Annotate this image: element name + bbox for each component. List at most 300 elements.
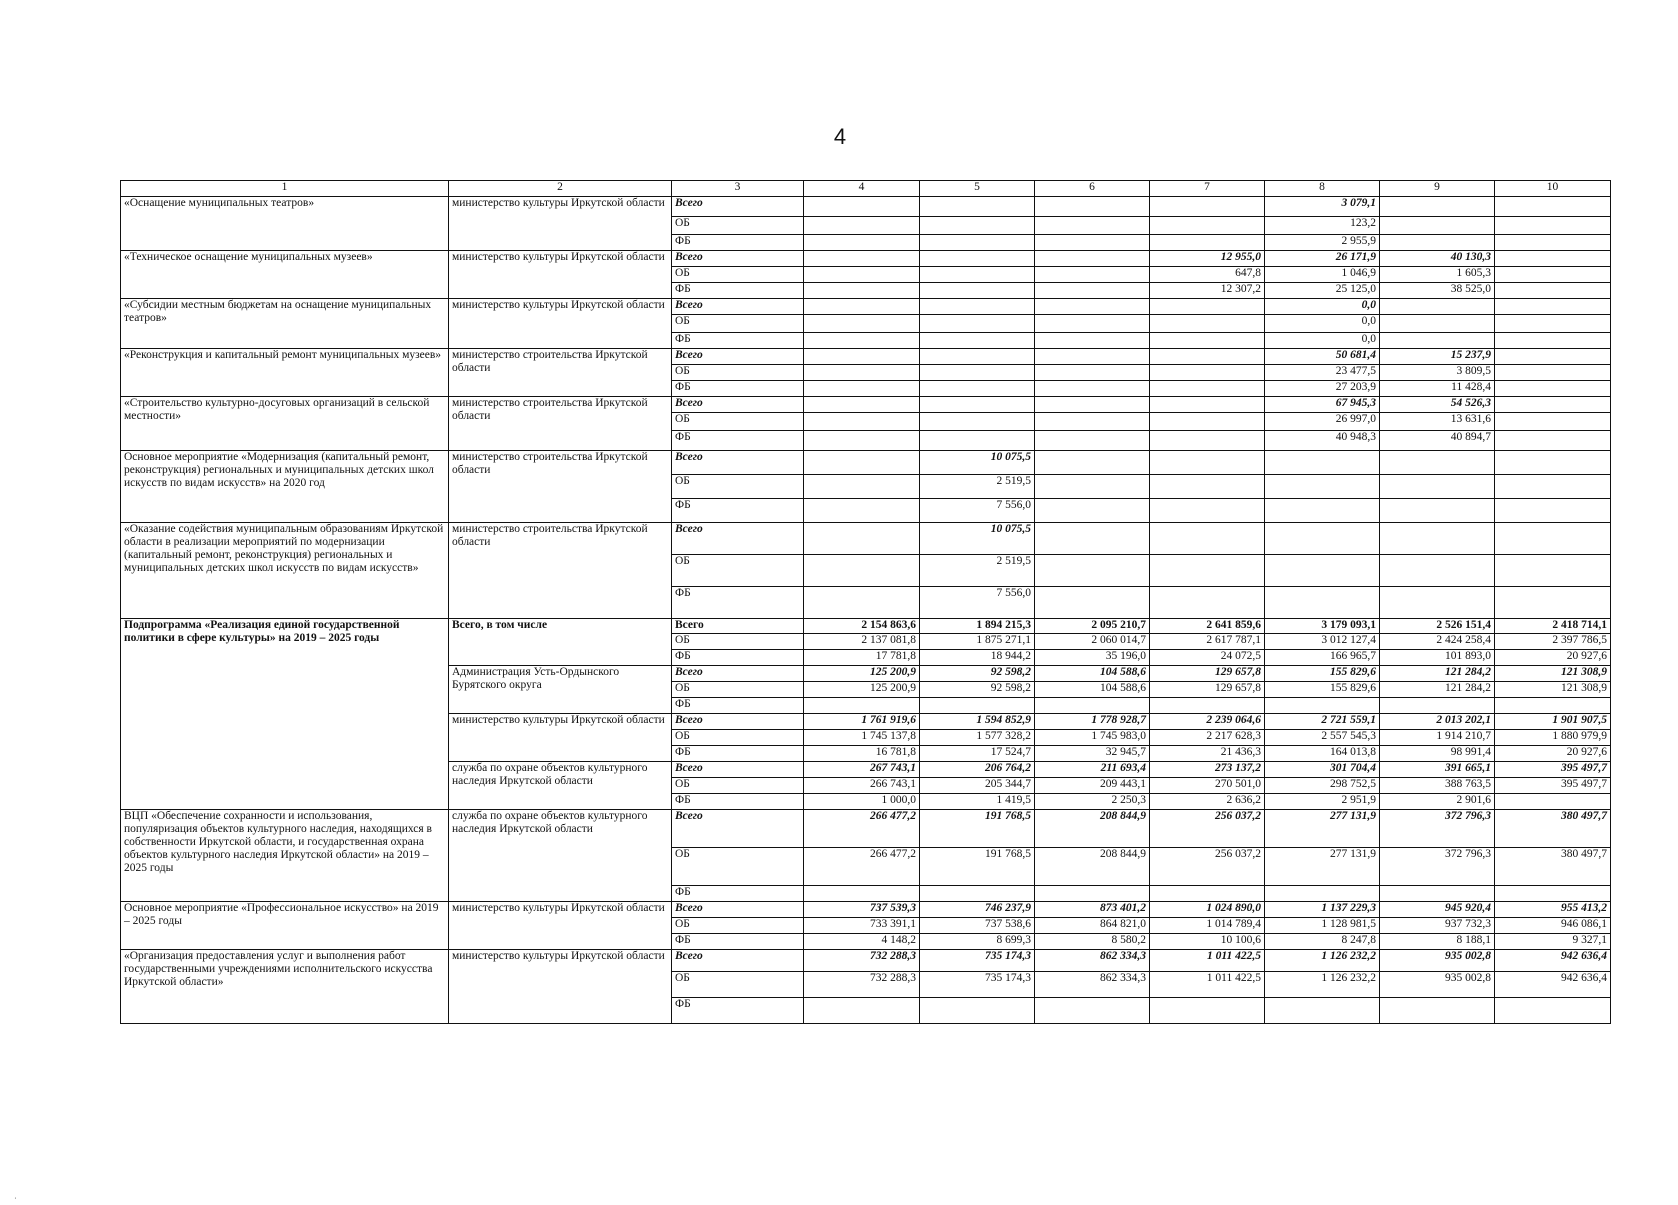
amount-cell: 12 307,2 xyxy=(1150,283,1265,299)
amount-cell: 2 519,5 xyxy=(920,475,1035,499)
amount-cell: 92 598,2 xyxy=(920,666,1035,682)
amount-cell xyxy=(920,381,1035,397)
amount-cell xyxy=(1495,197,1611,217)
table-row xyxy=(121,451,1611,475)
amount-cell xyxy=(804,251,920,267)
amount-cell xyxy=(1495,794,1611,810)
amount-cell: 380 497,7 xyxy=(1495,848,1611,886)
measure-name: «Субсидии местным бюджетам на оснащение муниципальных театров» xyxy=(121,299,449,349)
amount-cell xyxy=(804,299,920,315)
amount-cell xyxy=(1265,499,1380,523)
amount-cell xyxy=(1150,886,1265,902)
amount-cell xyxy=(1265,451,1380,475)
amount-cell xyxy=(804,197,920,217)
amount-cell: 2 013 202,1 xyxy=(1380,714,1495,730)
amount-cell xyxy=(1150,381,1265,397)
amount-cell xyxy=(804,587,920,619)
amount-cell: 1 128 981,5 xyxy=(1265,918,1380,934)
amount-cell: 32 945,7 xyxy=(1035,746,1150,762)
amount-cell xyxy=(1035,998,1150,1024)
amount-cell: 1 000,0 xyxy=(804,794,920,810)
funding-source-label: Всего xyxy=(672,251,804,267)
table-row xyxy=(121,349,1611,365)
measure-name: «Организация предоставления услуг и выполнения работ государственными учреждениями исполнительского искусства Иркутской области» xyxy=(121,950,449,1024)
amount-cell xyxy=(1035,886,1150,902)
funding-source-label: ОБ xyxy=(672,475,804,499)
amount-cell xyxy=(1035,499,1150,523)
amount-cell xyxy=(1035,413,1150,431)
amount-cell xyxy=(1035,197,1150,217)
table-row xyxy=(121,251,1611,267)
amount-cell xyxy=(1035,283,1150,299)
amount-cell: 395 497,7 xyxy=(1495,762,1611,778)
amount-cell xyxy=(804,413,920,431)
amount-cell xyxy=(804,555,920,587)
amount-cell: 266 743,1 xyxy=(804,778,920,794)
amount-cell xyxy=(804,381,920,397)
responsible-executor: министерство культуры Иркутской области xyxy=(449,950,672,1024)
measure-name: «Строительство культурно-досуговых организаций в сельской местности» xyxy=(121,397,449,451)
amount-cell: 937 732,3 xyxy=(1380,918,1495,934)
amount-cell xyxy=(1265,523,1380,555)
amount-cell xyxy=(804,523,920,555)
funding-source-label: ОБ xyxy=(672,918,804,934)
responsible-executor: служба по охране объектов культурного наследия Иркутской области xyxy=(449,762,672,810)
amount-cell: 3 179 093,1 xyxy=(1265,619,1380,634)
amount-cell xyxy=(920,235,1035,251)
amount-cell: 862 334,3 xyxy=(1035,950,1150,972)
amount-cell: 942 636,4 xyxy=(1495,950,1611,972)
amount-cell xyxy=(1495,217,1611,235)
amount-cell: 164 013,8 xyxy=(1265,746,1380,762)
amount-cell: 191 768,5 xyxy=(920,810,1035,848)
amount-cell: 942 636,4 xyxy=(1495,972,1611,998)
amount-cell: 21 436,3 xyxy=(1150,746,1265,762)
amount-cell: 1 126 232,2 xyxy=(1265,972,1380,998)
amount-cell: 256 037,2 xyxy=(1150,810,1265,848)
amount-cell xyxy=(920,283,1035,299)
amount-cell: 1 024 890,0 xyxy=(1150,902,1265,918)
amount-cell xyxy=(1035,217,1150,235)
amount-cell: 67 945,3 xyxy=(1265,397,1380,413)
budget-table xyxy=(120,180,1611,1024)
amount-cell xyxy=(1035,299,1150,315)
amount-cell: 298 752,5 xyxy=(1265,778,1380,794)
amount-cell: 955 413,2 xyxy=(1495,902,1611,918)
funding-source-label: ОБ xyxy=(672,555,804,587)
amount-cell: 1 761 919,6 xyxy=(804,714,920,730)
amount-cell: 4 148,2 xyxy=(804,934,920,950)
amount-cell: 15 237,9 xyxy=(1380,349,1495,365)
amount-cell: 24 072,5 xyxy=(1150,650,1265,666)
amount-cell xyxy=(1035,315,1150,333)
amount-cell: 2 137 081,8 xyxy=(804,634,920,650)
table-body xyxy=(121,181,1611,1024)
funding-source-label: ФБ xyxy=(672,794,804,810)
amount-cell xyxy=(920,217,1035,235)
amount-cell: 121 284,2 xyxy=(1380,682,1495,698)
amount-cell xyxy=(804,267,920,283)
amount-cell: 1 126 232,2 xyxy=(1265,950,1380,972)
amount-cell: 0,0 xyxy=(1265,315,1380,333)
amount-cell: 1 605,3 xyxy=(1380,267,1495,283)
amount-cell: 40 948,3 xyxy=(1265,431,1380,451)
amount-cell xyxy=(1495,251,1611,267)
responsible-executor: Администрация Усть-Ордынского Бурятского округа xyxy=(449,666,672,714)
amount-cell: 391 665,1 xyxy=(1380,762,1495,778)
amount-cell: 0,0 xyxy=(1265,333,1380,349)
amount-cell xyxy=(1380,217,1495,235)
amount-cell: 256 037,2 xyxy=(1150,848,1265,886)
funding-source-label: ОБ xyxy=(672,778,804,794)
amount-cell: 191 768,5 xyxy=(920,848,1035,886)
amount-cell xyxy=(1495,283,1611,299)
amount-cell: 155 829,6 xyxy=(1265,682,1380,698)
amount-cell: 647,8 xyxy=(1150,267,1265,283)
amount-cell xyxy=(1035,431,1150,451)
table-row xyxy=(121,902,1611,918)
amount-cell: 266 477,2 xyxy=(804,810,920,848)
amount-cell: 2 526 151,4 xyxy=(1380,619,1495,634)
funding-source-label: Всего xyxy=(672,451,804,475)
funding-source-label: Всего xyxy=(672,950,804,972)
column-number: 5 xyxy=(920,181,1035,197)
amount-cell xyxy=(1150,475,1265,499)
amount-cell xyxy=(1265,698,1380,714)
amount-cell: 3 809,5 xyxy=(1380,365,1495,381)
responsible-executor: министерство строительства Иркутской области xyxy=(449,523,672,619)
column-number: 9 xyxy=(1380,181,1495,197)
amount-cell: 2 250,3 xyxy=(1035,794,1150,810)
amount-cell: 12 955,0 xyxy=(1150,251,1265,267)
amount-cell xyxy=(1035,365,1150,381)
amount-cell xyxy=(1035,587,1150,619)
amount-cell: 2 424 258,4 xyxy=(1380,634,1495,650)
amount-cell: 211 693,4 xyxy=(1035,762,1150,778)
funding-source-label: ОБ xyxy=(672,972,804,998)
amount-cell: 2 557 545,3 xyxy=(1265,730,1380,746)
amount-cell xyxy=(1150,451,1265,475)
amount-cell xyxy=(920,267,1035,283)
amount-cell: 2 617 787,1 xyxy=(1150,634,1265,650)
measure-name: «Техническое оснащение муниципальных музеев» xyxy=(121,251,449,299)
amount-cell xyxy=(1150,698,1265,714)
amount-cell: 17 781,8 xyxy=(804,650,920,666)
amount-cell: 1 880 979,9 xyxy=(1495,730,1611,746)
amount-cell: 864 821,0 xyxy=(1035,918,1150,934)
amount-cell xyxy=(1150,365,1265,381)
table-row xyxy=(121,299,1611,315)
amount-cell: 23 477,5 xyxy=(1265,365,1380,381)
amount-cell xyxy=(1495,523,1611,555)
funding-source-label: ОБ xyxy=(672,217,804,235)
amount-cell: 125 200,9 xyxy=(804,682,920,698)
amount-cell: 2 418 714,1 xyxy=(1495,619,1611,634)
amount-cell xyxy=(1265,886,1380,902)
amount-cell: 8 188,1 xyxy=(1380,934,1495,950)
amount-cell xyxy=(1150,523,1265,555)
table-row xyxy=(121,397,1611,413)
measure-name: ВЦП «Обеспечение сохранности и использования, популяризация объектов культурного наследия, находящихся в собственности Иркутской области, и государственная охрана объектов культурного наследия Иркутской области» на 2019 – 2025 годы xyxy=(121,810,449,902)
amount-cell xyxy=(804,283,920,299)
amount-cell: 208 844,9 xyxy=(1035,848,1150,886)
amount-cell: 1 011 422,5 xyxy=(1150,950,1265,972)
amount-cell: 277 131,9 xyxy=(1265,848,1380,886)
amount-cell xyxy=(1495,235,1611,251)
amount-cell: 123,2 xyxy=(1265,217,1380,235)
funding-source-label: ФБ xyxy=(672,333,804,349)
amount-cell: 1 594 852,9 xyxy=(920,714,1035,730)
amount-cell: 50 681,4 xyxy=(1265,349,1380,365)
amount-cell xyxy=(804,499,920,523)
amount-cell xyxy=(804,365,920,381)
amount-cell xyxy=(1380,698,1495,714)
amount-cell xyxy=(1380,998,1495,1024)
amount-cell xyxy=(1495,451,1611,475)
amount-cell: 2 955,9 xyxy=(1265,235,1380,251)
amount-cell: 10 075,5 xyxy=(920,451,1035,475)
amount-cell xyxy=(1035,381,1150,397)
measure-name: «Оказание содействия муниципальным образованиям Иркутской области в реализации мероприятий по модернизации (капитальный ремонт, реконструкция) региональных и муниципальных детских школ искусств по видам искусств» xyxy=(121,523,449,619)
funding-source-label: ФБ xyxy=(672,283,804,299)
amount-cell: 2 239 064,6 xyxy=(1150,714,1265,730)
responsible-executor: министерство строительства Иркутской области xyxy=(449,397,672,451)
amount-cell: 2 951,9 xyxy=(1265,794,1380,810)
amount-cell xyxy=(920,365,1035,381)
amount-cell xyxy=(1035,555,1150,587)
amount-cell xyxy=(1150,431,1265,451)
amount-cell xyxy=(920,886,1035,902)
amount-cell xyxy=(920,197,1035,217)
amount-cell: 1 014 789,4 xyxy=(1150,918,1265,934)
amount-cell: 935 002,8 xyxy=(1380,972,1495,998)
amount-cell xyxy=(1380,333,1495,349)
amount-cell xyxy=(1150,197,1265,217)
amount-cell xyxy=(1495,397,1611,413)
amount-cell: 1 894 215,3 xyxy=(920,619,1035,634)
responsible-executor: министерство культуры Иркутской области xyxy=(449,197,672,251)
amount-cell xyxy=(920,251,1035,267)
amount-cell xyxy=(1035,523,1150,555)
amount-cell xyxy=(804,333,920,349)
amount-cell xyxy=(1495,299,1611,315)
amount-cell xyxy=(804,998,920,1024)
amount-cell: 20 927,6 xyxy=(1495,650,1611,666)
funding-source-label: ФБ xyxy=(672,698,804,714)
column-number: 1 xyxy=(121,181,449,197)
amount-cell xyxy=(1495,886,1611,902)
amount-cell: 125 200,9 xyxy=(804,666,920,682)
amount-cell: 7 556,0 xyxy=(920,499,1035,523)
amount-cell xyxy=(1380,451,1495,475)
amount-cell: 301 704,4 xyxy=(1265,762,1380,778)
amount-cell: 1 011 422,5 xyxy=(1150,972,1265,998)
amount-cell: 735 174,3 xyxy=(920,950,1035,972)
amount-cell xyxy=(1035,397,1150,413)
amount-cell xyxy=(1150,555,1265,587)
funding-source-label: ОБ xyxy=(672,634,804,650)
amount-cell: 121 308,9 xyxy=(1495,682,1611,698)
amount-cell: 1 419,5 xyxy=(920,794,1035,810)
amount-cell xyxy=(1495,555,1611,587)
responsible-executor: министерство строительства Иркутской области xyxy=(449,451,672,523)
amount-cell xyxy=(1035,349,1150,365)
amount-cell: 1 875 271,1 xyxy=(920,634,1035,650)
column-number: 4 xyxy=(804,181,920,197)
responsible-executor: министерство культуры Иркутской области xyxy=(449,714,672,762)
funding-source-label: ФБ xyxy=(672,235,804,251)
amount-cell xyxy=(1150,217,1265,235)
amount-cell: 273 137,2 xyxy=(1150,762,1265,778)
amount-cell: 270 501,0 xyxy=(1150,778,1265,794)
amount-cell: 166 965,7 xyxy=(1265,650,1380,666)
amount-cell xyxy=(1495,381,1611,397)
funding-source-label: Всего xyxy=(672,762,804,778)
funding-source-label: ФБ xyxy=(672,934,804,950)
measure-name: Основное мероприятие «Профессиональное искусство» на 2019 – 2025 годы xyxy=(121,902,449,950)
amount-cell xyxy=(804,698,920,714)
funding-source-label: Всего xyxy=(672,666,804,682)
amount-cell: 7 556,0 xyxy=(920,587,1035,619)
amount-cell xyxy=(1380,499,1495,523)
amount-cell: 372 796,3 xyxy=(1380,810,1495,848)
amount-cell xyxy=(1495,499,1611,523)
amount-cell: 27 203,9 xyxy=(1265,381,1380,397)
amount-cell: 1 137 229,3 xyxy=(1265,902,1380,918)
column-number-row xyxy=(121,181,1611,197)
amount-cell: 10 075,5 xyxy=(920,523,1035,555)
funding-source-label: ОБ xyxy=(672,315,804,333)
amount-cell: 2 519,5 xyxy=(920,555,1035,587)
funding-source-label: ФБ xyxy=(672,650,804,666)
amount-cell: 873 401,2 xyxy=(1035,902,1150,918)
funding-source-label: Всего xyxy=(672,397,804,413)
amount-cell: 26 171,9 xyxy=(1265,251,1380,267)
amount-cell: 3 079,1 xyxy=(1265,197,1380,217)
amount-cell: 1 778 928,7 xyxy=(1035,714,1150,730)
amount-cell: 35 196,0 xyxy=(1035,650,1150,666)
amount-cell: 104 588,6 xyxy=(1035,666,1150,682)
amount-cell xyxy=(920,333,1035,349)
funding-source-label: ОБ xyxy=(672,848,804,886)
funding-source-label: ОБ xyxy=(672,730,804,746)
amount-cell xyxy=(1150,397,1265,413)
amount-cell xyxy=(1150,413,1265,431)
amount-cell: 2 217 628,3 xyxy=(1150,730,1265,746)
responsible-executor: министерство культуры Иркутской области xyxy=(449,299,672,349)
amount-cell xyxy=(1380,475,1495,499)
amount-cell xyxy=(1495,365,1611,381)
column-number: 6 xyxy=(1035,181,1150,197)
funding-source-label: Всего xyxy=(672,349,804,365)
amount-cell xyxy=(1380,315,1495,333)
table-row xyxy=(121,810,1611,848)
amount-cell: 862 334,3 xyxy=(1035,972,1150,998)
amount-cell: 1 046,9 xyxy=(1265,267,1380,283)
funding-source-label: Всего xyxy=(672,523,804,555)
amount-cell xyxy=(1380,299,1495,315)
amount-cell: 129 657,8 xyxy=(1150,666,1265,682)
amount-cell xyxy=(1265,555,1380,587)
responsible-executor: служба по охране объектов культурного наследия Иркутской области xyxy=(449,810,672,902)
funding-source-label: ФБ xyxy=(672,886,804,902)
amount-cell: 1 901 907,5 xyxy=(1495,714,1611,730)
responsible-executor: министерство культуры Иркутской области xyxy=(449,251,672,299)
amount-cell: 16 781,8 xyxy=(804,746,920,762)
amount-cell: 266 477,2 xyxy=(804,848,920,886)
funding-source-label: Всего xyxy=(672,810,804,848)
amount-cell xyxy=(804,886,920,902)
amount-cell: 54 526,3 xyxy=(1380,397,1495,413)
amount-cell: 2 901,6 xyxy=(1380,794,1495,810)
amount-cell xyxy=(1495,267,1611,283)
column-number: 7 xyxy=(1150,181,1265,197)
amount-cell: 2 060 014,7 xyxy=(1035,634,1150,650)
funding-source-label: ОБ xyxy=(672,682,804,698)
funding-source-label: ФБ xyxy=(672,499,804,523)
amount-cell xyxy=(1265,587,1380,619)
amount-cell: 1 745 983,0 xyxy=(1035,730,1150,746)
amount-cell: 737 538,6 xyxy=(920,918,1035,934)
amount-cell xyxy=(1035,251,1150,267)
amount-cell xyxy=(1495,475,1611,499)
amount-cell: 946 086,1 xyxy=(1495,918,1611,934)
amount-cell: 737 539,3 xyxy=(804,902,920,918)
amount-cell: 8 580,2 xyxy=(1035,934,1150,950)
responsible-executor: Всего, в том числе xyxy=(449,619,672,666)
page-number: 4 xyxy=(833,124,847,149)
funding-source-label: ФБ xyxy=(672,431,804,451)
amount-cell: 208 844,9 xyxy=(1035,810,1150,848)
amount-cell xyxy=(804,475,920,499)
funding-source-label: ФБ xyxy=(672,746,804,762)
amount-cell xyxy=(1495,333,1611,349)
amount-cell: 2 641 859,6 xyxy=(1150,619,1265,634)
amount-cell: 121 284,2 xyxy=(1380,666,1495,682)
amount-cell: 732 288,3 xyxy=(804,950,920,972)
amount-cell: 1 745 137,8 xyxy=(804,730,920,746)
amount-cell: 26 997,0 xyxy=(1265,413,1380,431)
amount-cell: 0,0 xyxy=(1265,299,1380,315)
column-number: 3 xyxy=(672,181,804,197)
amount-cell xyxy=(920,299,1035,315)
funding-source-label: ОБ xyxy=(672,365,804,381)
table-row xyxy=(121,523,1611,555)
amount-cell: 92 598,2 xyxy=(920,682,1035,698)
amount-cell: 2 721 559,1 xyxy=(1265,714,1380,730)
amount-cell: 11 428,4 xyxy=(1380,381,1495,397)
amount-cell xyxy=(1150,235,1265,251)
amount-cell xyxy=(804,235,920,251)
amount-cell xyxy=(804,315,920,333)
amount-cell xyxy=(920,431,1035,451)
amount-cell xyxy=(1495,349,1611,365)
measure-name: Основное мероприятие «Модернизация (капитальный ремонт, реконструкция) региональных и муниципальных детских школ искусств по видам искусств» на 2020 год xyxy=(121,451,449,523)
amount-cell xyxy=(1150,587,1265,619)
amount-cell: 17 524,7 xyxy=(920,746,1035,762)
responsible-executor: министерство строительства Иркутской области xyxy=(449,349,672,397)
amount-cell: 1 914 210,7 xyxy=(1380,730,1495,746)
amount-cell xyxy=(1150,333,1265,349)
amount-cell xyxy=(804,451,920,475)
amount-cell xyxy=(1265,475,1380,499)
amount-cell: 40 130,3 xyxy=(1380,251,1495,267)
corner-mark: ˙ xyxy=(14,1196,17,1205)
amount-cell xyxy=(1035,698,1150,714)
amount-cell: 9 327,1 xyxy=(1495,934,1611,950)
amount-cell xyxy=(1150,299,1265,315)
funding-source-label: Всего xyxy=(672,619,804,634)
